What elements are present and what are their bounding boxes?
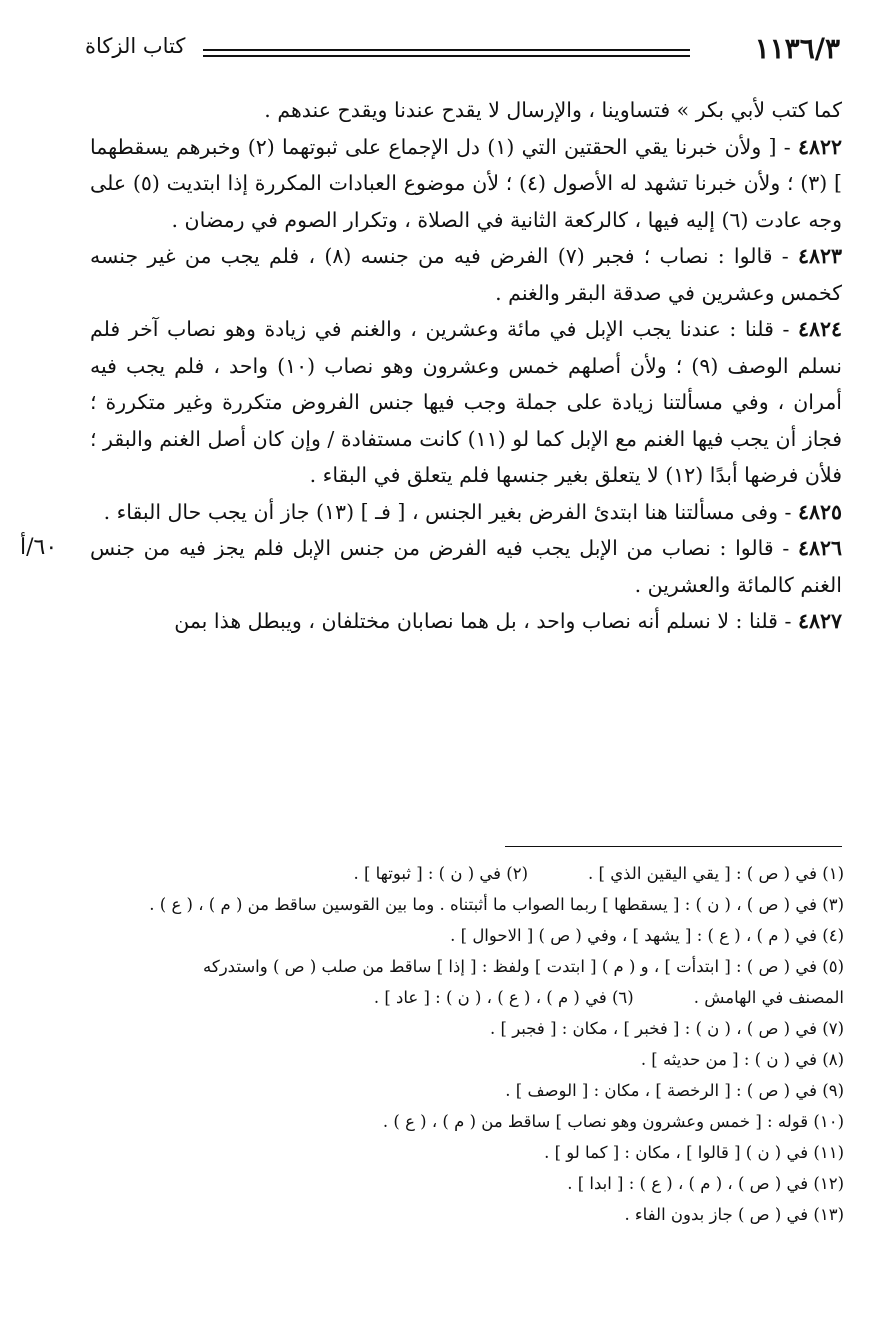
paragraph [90, 494, 842, 531]
paragraph-text: كما كتب لأبي بكر » فتساوينا ، والإرسال لا يقدح عندنا ويقدح عندهم . [264, 98, 842, 122]
main-text [90, 92, 842, 640]
footnote: (١١) في ( ن ) [ قالوا ] ، مكان : [ كما لو ] . [544, 1143, 844, 1162]
footnote: (١٠) قوله : [ خمس وعشرون وهو نصاب ] ساقط من ( م ) ، ( ع ) . [382, 1112, 844, 1131]
footnote: (١) في ( ص ) : [ يقي اليقين الذي ] . [588, 864, 844, 883]
paragraph-number: ٤٨٢٥ [797, 499, 842, 524]
paragraph-number: ٤٨٢٤ [797, 317, 842, 341]
footnote: (٣) في ( ص ) ، ( ن ) : [ يسقطها ] ربما الصواب ما أثبتناه . وما بين القوسين ساقط من ( م ) ، ( ع ) . [149, 895, 844, 914]
paragraph-text: - [ ولأن خبرنا يقي الحقتين التي (١) دل الإجماع على ثبوتهما (٢) وخبرهم يسقطهما ] (٣) ؛ ولأن خبرنا تشهد له الأصول (٤) ؛ لأن موضوع العبادات المكررة إذا ابتديت (٥) على وجه عادت (٦) إليه فيها ، كالركعة الثانية في الصلاة ، وتكرار الصوم في رمضان . [90, 134, 843, 232]
footnotes [88, 858, 844, 1230]
footnote: (٩) في ( ص ) : [ الرخصة ] ، مكان : [ الوصف ] . [505, 1081, 844, 1100]
paragraph-number: ٤٨٢٣ [797, 244, 842, 268]
footnote: (٢) في ( ن ) : [ ثبوتها ] . [353, 864, 529, 883]
footnote: (١٣) في ( ص ) جاز بدون الفاء . [624, 1205, 844, 1224]
footnote: (٥) في ( ص ) : [ ابتدأت ] ، و ( م ) [ ابتدت ] ولفظ : [ إذا ] ساقط من صلب ( ص ) واستدركه [203, 957, 844, 976]
footnote-row [88, 858, 844, 889]
footnote-separator [505, 846, 842, 847]
page-number: ١١٣٦/٣ [754, 32, 840, 65]
paragraph-text: - قالوا : نصاب ؛ فجبر (٧) الفرض فيه من جنسه (٨) ، فلم يجب من غير جنسه كخمس وعشرين في صدقة البقر والغنم . [90, 244, 842, 305]
paragraph-text: - قلنا : عندنا يجب الإبل في مائة وعشرين ، والغنم في زيادة وهو نصاب آخر فلم نسلم الوصف (٩) ؛ ولأن أصلهم خمس وعشرون وهو نصاب (١٠) واحد ، فلم يجب فيه أمران ، وفي مسألتنا زيادة على جملة وجب فيها جنس الفروض متكررة وغير متكررة ؛ فجاز أن يجب فيها الغنم مع الإبل كما لو (١١) كانت مستفادة / وإن كان أصل الغنم والبقر ؛ فلأن فرضها أبدًا (١٢) لا يتعلق بغير جنسها فلم يتعلق في البقاء . [90, 317, 842, 487]
footnote: (٧) في ( ص ) ، ( ن ) : [ فخبر ] ، مكان : [ فجبر ] . [490, 1019, 844, 1038]
paragraph [90, 530, 842, 603]
footnote: (٨) في ( ن ) : [ من حديثه ] . [640, 1050, 844, 1069]
chapter-title: كتاب الزكاة [85, 34, 186, 58]
paragraph [90, 238, 842, 311]
paragraph-number: ٤٨٢٦ [797, 536, 842, 560]
footnote: (٦) في ( م ) ، ( ع ) ، ( ن ) : [ عاد ] . [373, 988, 634, 1007]
footnote-row [88, 982, 844, 1013]
margin-folio-note: ٦٠/أ [20, 535, 58, 560]
paragraph [90, 129, 842, 239]
footnote: المصنف في الهامش . [693, 988, 844, 1007]
paragraph [90, 311, 842, 494]
footnote: (١٢) في ( ص ) ، ( م ) ، ( ع ) : [ ابدا ] . [567, 1174, 844, 1193]
paragraph [90, 92, 842, 129]
header-rule [203, 49, 690, 51]
footnote: (٤) في ( م ) ، ( ع ) : [ يشهد ] ، وفي ( ص ) [ الاحوال ] . [450, 926, 844, 945]
paragraph-text: - وفى مسألتنا هنا ابتدئ الفرض بغير الجنس ، [ فـ ] (١٣) جاز أن يجب حال البقاء . [103, 499, 792, 524]
paragraph-number: ٤٨٢٧ [797, 609, 842, 633]
paragraph-text: - قالوا : نصاب من الإبل يجب فيه الفرض من جنس الإبل فلم يجز فيه من جنس الغنم كالمائة والعشرين . [90, 536, 842, 597]
header-rule [203, 55, 690, 57]
paragraph-text: - قلنا : لا نسلم أنه نصاب واحد ، بل هما نصابان مختلفان ، ويبطل هذا بمن [174, 609, 792, 633]
paragraph [90, 603, 842, 640]
paragraph-number: ٤٨٢٢ [797, 134, 843, 159]
running-header [85, 30, 840, 70]
